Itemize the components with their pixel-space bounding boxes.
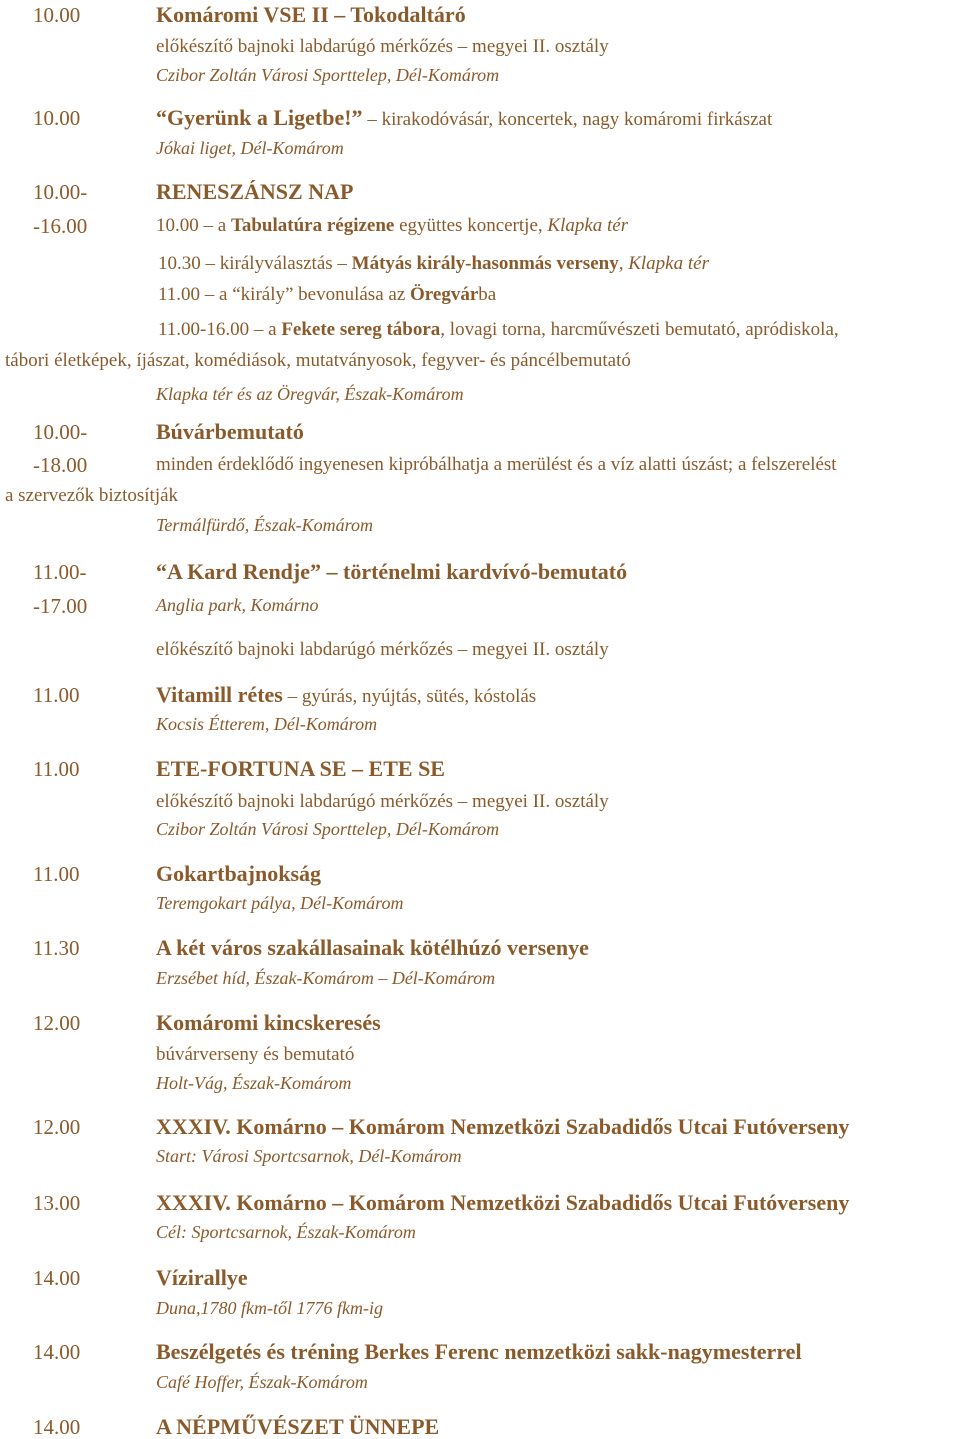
event-place: Kocsis Étterem, Dél-Komárom: [156, 714, 378, 734]
event-place: Cél: Sportcsarnok, Észak-Komárom: [156, 1222, 416, 1242]
event-time: 10.00-: [33, 180, 88, 204]
event-title: Komáromi VSE II – Tokodaltáró: [156, 2, 466, 27]
event-place: Holt-Vág, Észak-Komárom: [156, 1073, 352, 1093]
sub-event: 10.30 – királyválasztás – Mátyás király-hasonmás verseny, Klapka tér: [158, 253, 709, 274]
event-time: 10.00-: [33, 420, 88, 444]
sub-event-cont: tábori életképek, íjászat, komédiások, mutatványosok, fegyver- és páncélbemutató: [5, 350, 631, 371]
event-title-line: Vitamill rétes – gyúrás, nyújtás, sütés, kóstolás: [156, 682, 537, 707]
event-title: “Gyerünk a Ligetbe!”: [156, 105, 363, 130]
event-title: “A Kard Rendje” – történelmi kardvívó-bemutató: [156, 559, 628, 584]
event-place: Erzsébet híd, Észak-Komárom – Dél-Komárom: [156, 968, 496, 988]
event-time: 13.00: [33, 1191, 81, 1215]
event-title: Komáromi kincskeresés: [156, 1010, 381, 1035]
event-desc: – kirakodóvásár, koncertek, nagy komáromi firkászat: [362, 109, 773, 130]
event-time: 12.00: [33, 1011, 81, 1035]
sub-event: 11.00-16.00 – a Fekete sereg tábora, lovagi torna, harcművészeti bemutató, apródiskola,: [158, 319, 839, 340]
event-time-end: -17.00: [33, 594, 88, 618]
event-title: A NÉPMŰVÉSZET ÜNNEPE: [156, 1414, 440, 1439]
event-place: Duna,1780 fkm-től 1776 fkm-ig: [156, 1298, 383, 1318]
event-desc: búvárverseny és bemutató: [156, 1044, 355, 1065]
event-place: Termálfürdő, Észak-Komárom: [156, 515, 374, 535]
sub-event: 11.00 – a “király” bevonulása az Öregvárba: [158, 284, 497, 305]
event-time: 11.00-: [33, 560, 87, 584]
event-desc: előkészítő bajnoki labdarúgó mérkőzés – megyei II. osztály: [156, 791, 609, 812]
event-time: 11.00: [33, 862, 80, 886]
event-place: Café Hoffer, Észak-Komárom: [156, 1372, 368, 1392]
event-desc: előkészítő bajnoki labdarúgó mérkőzés – megyei II. osztály: [156, 639, 609, 660]
event-title: Gokartbajnokság: [156, 861, 322, 886]
event-time: 10.00: [33, 3, 81, 27]
event-time: 14.00: [33, 1266, 81, 1290]
event-place: Czibor Zoltán Városi Sporttelep, Dél-Komárom: [156, 819, 500, 839]
event-title-line: [156, 107, 772, 129]
event-place: Start: Városi Sportcsarnok, Dél-Komárom: [156, 1146, 462, 1166]
event-desc-cont: a szervezők biztosítják: [5, 485, 179, 506]
event-place: Anglia park, Komárno: [156, 595, 319, 615]
event-time-end: -18.00: [33, 453, 88, 477]
event-title: Búvárbemutató: [156, 419, 304, 444]
event-place: Teremgokart pálya, Dél-Komárom: [156, 893, 404, 913]
event-title: Beszélgetés és tréning Berkes Ferenc nemzetközi sakk-nagymesterrel: [156, 1339, 802, 1364]
event-title: XXXIV. Komárno – Komárom Nemzetközi Szabadidős Utcai Futóverseny: [156, 1190, 850, 1215]
event-time: 11.30: [33, 936, 80, 960]
event-title: Vízirallye: [156, 1265, 248, 1290]
event-title: XXXIV. Komárno – Komárom Nemzetközi Szabadidős Utcai Futóverseny: [156, 1114, 850, 1139]
event-time: 10.00: [33, 106, 81, 130]
event-time: 14.00: [33, 1340, 81, 1364]
event-title: RENESZÁNSZ NAP: [156, 179, 354, 204]
event-place: Klapka tér és az Öregvár, Észak-Komárom: [156, 384, 464, 404]
event-time: 12.00: [33, 1115, 81, 1139]
event-time-end: -16.00: [33, 214, 88, 238]
event-desc: előkészítő bajnoki labdarúgó mérkőzés – megyei II. osztály: [156, 36, 609, 57]
event-title: ETE-FORTUNA SE – ETE SE: [156, 756, 445, 781]
event-title: A két város szakállasainak kötélhúzó versenye: [156, 935, 589, 960]
sub-event: 10.00 – a Tabulatúra régizene együttes koncertje, Klapka tér: [156, 215, 629, 236]
event-time: 11.00: [33, 683, 80, 707]
event-place: Jókai liget, Dél-Komárom: [156, 138, 344, 158]
event-time: 11.00: [33, 757, 80, 781]
event-desc: minden érdeklődő ingyenesen kipróbálhatja a merülést és a víz alatti úszást; a felszerelést: [156, 454, 837, 475]
event-time: 14.00: [33, 1415, 81, 1439]
event-place: Czibor Zoltán Városi Sporttelep, Dél-Komárom: [156, 65, 500, 85]
